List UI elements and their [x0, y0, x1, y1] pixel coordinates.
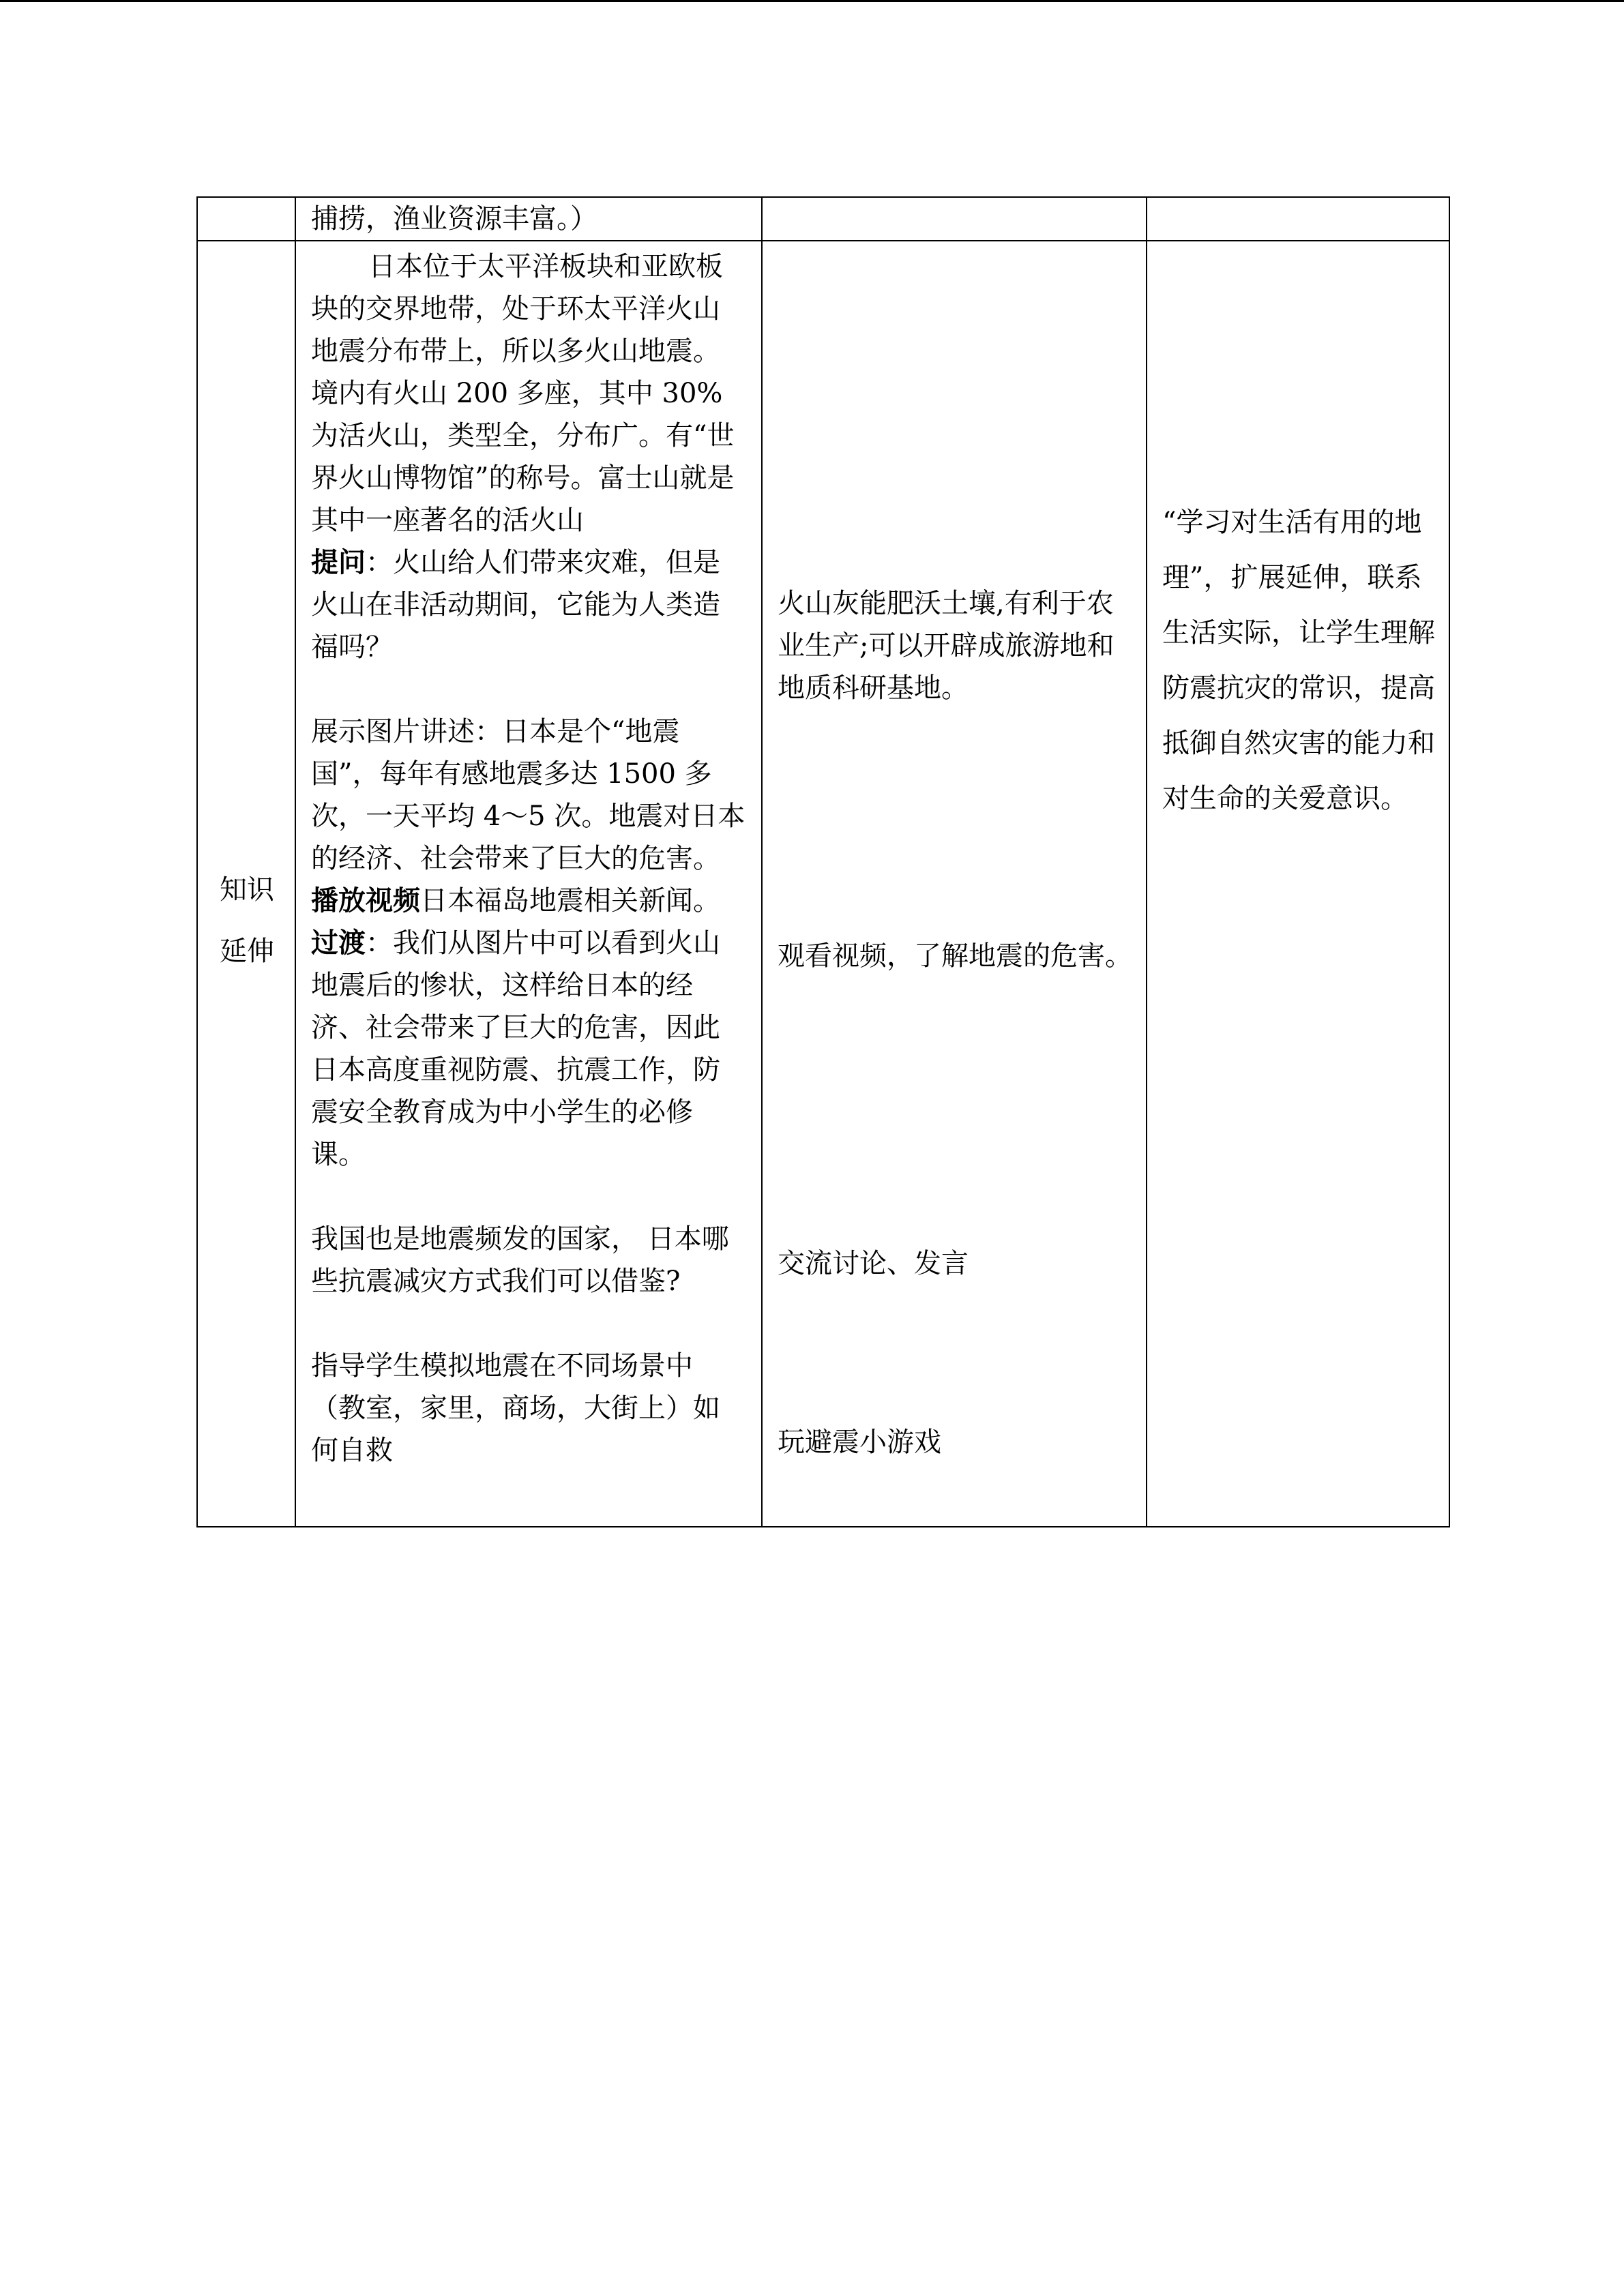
transition-text: ：我们从图片中可以看到火山地震后的惨状，这样给日本的经济、社会带来了巨大的危害，因此日本高度重视防震、抗震工作，防震安全教育成为中小学生的必修课。: [311, 927, 720, 1170]
teacher-paragraph-earthquake: 展示图片讲述：日本是个“地震国”，每年有感地震多达 1500 多次，一天平均 4～5 次。地震对日本的经济、社会带来了巨大的危害。: [311, 716, 745, 874]
student-discussion: 交流讨论、发言: [778, 1248, 969, 1279]
stage-cell-empty: [197, 197, 295, 241]
lesson-plan-table: [196, 196, 1450, 1527]
teacher-paragraph-china: 我国也是地震频发的国家， 日本哪些抗震减灾方式我们可以借鉴?: [311, 1223, 729, 1297]
lesson-plan-sheet: [196, 196, 1449, 1527]
student-activity-cell: [762, 241, 1147, 1527]
student-volcano-benefit: 火山灰能肥沃土壤,有利于农业生产;可以开辟成旅游地和地质科研基地。: [778, 588, 1114, 704]
teacher-activity-cell: [295, 197, 762, 241]
design-intent-cell-empty: [1147, 197, 1449, 241]
video-text: 日本福岛地震相关新闻。: [420, 885, 720, 916]
transition-label: 过渡: [311, 927, 366, 959]
teacher-paragraph-volcano: 日本位于太平洋板块和亚欧板块的交界地带，处于环太平洋火山地震分布带上，所以多火山地震。境内有火山 200 多座，其中 30%为活火山，类型全，分布广。有“世界火山博物馆”的称号。富士山就是其中一座著名的活火山: [311, 251, 735, 536]
table-row-continued: [197, 197, 1449, 241]
teacher-text-continued: 捕捞，渔业资源丰富。）: [311, 203, 597, 235]
video-label: 播放视频: [311, 884, 420, 916]
page-top-border: [0, 0, 1624, 2]
student-activity-cell-empty: [762, 197, 1147, 241]
student-game: 玩避震小游戏: [778, 1427, 941, 1458]
teacher-activity-cell: [295, 241, 762, 1527]
stage-label-line-2: 延伸: [220, 936, 274, 967]
table-row-knowledge-extension: [197, 241, 1449, 1527]
teacher-video: [311, 880, 746, 922]
teacher-transition: [311, 922, 746, 1176]
stage-cell: [197, 241, 295, 1527]
question-text: ：火山给人们带来灾难，但是火山在非活动期间，它能为人类造福吗？: [311, 547, 720, 663]
design-intent-text: “学习对生活有用的地理”，扩展延伸，联系生活实际，让学生理解防震抗灾的常识，提高抵御自然灾害的能力和对生命的关爱意识。: [1162, 507, 1435, 814]
teacher-question: [311, 541, 746, 668]
student-watch-video: 观看视频，了解地震的危害。: [778, 940, 1132, 972]
teacher-paragraph-drill: 指导学生模拟地震在不同场景中（教室，家里，商场，大街上）如何自救: [311, 1350, 720, 1466]
stage-label-line-1: 知识: [220, 874, 274, 906]
design-intent-cell: [1147, 241, 1449, 1527]
question-label: 提问: [311, 546, 366, 578]
